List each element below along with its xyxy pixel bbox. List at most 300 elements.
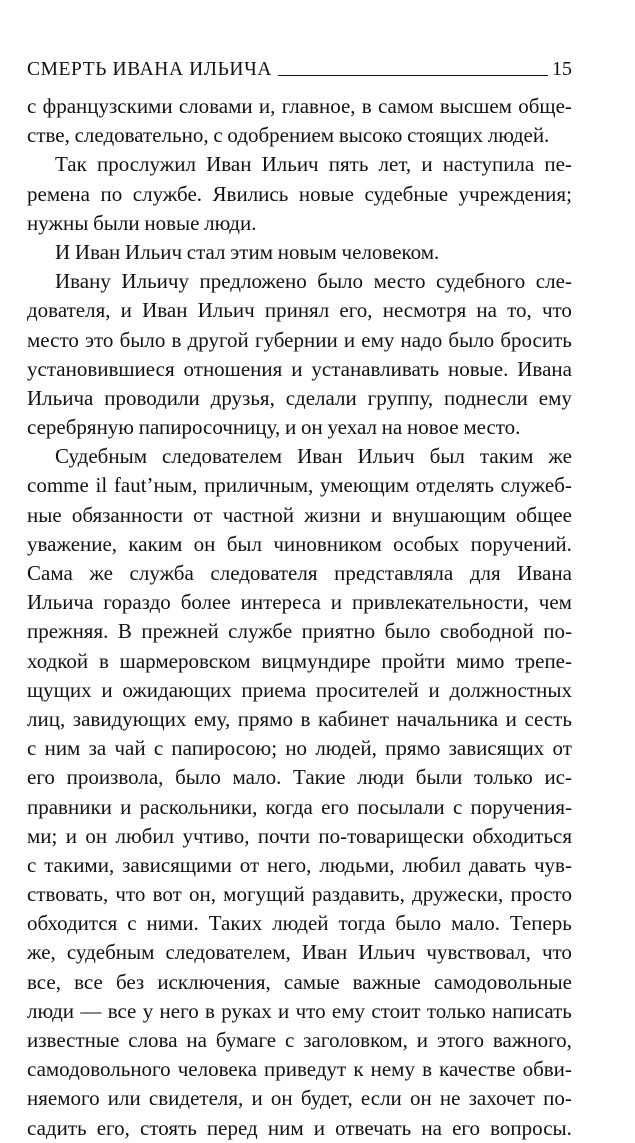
word: по-	[543, 1086, 572, 1111]
word: надо	[400, 327, 443, 352]
word: привлекательности,	[351, 590, 529, 615]
word: для	[469, 561, 501, 585]
word: таким	[479, 444, 534, 469]
word: faut’ным,	[113, 473, 198, 498]
word: и	[65, 823, 77, 848]
word: учтиво,	[182, 823, 250, 848]
word: без	[115, 969, 145, 994]
word: умеющим	[319, 473, 410, 498]
word: садить	[27, 1115, 87, 1140]
word: место	[373, 269, 426, 294]
word: Ивану	[55, 269, 111, 294]
word: он	[193, 531, 216, 556]
word: ные	[27, 502, 62, 527]
word: к	[353, 1057, 364, 1082]
word: ствовать,	[27, 882, 109, 907]
word: произвола,	[66, 765, 164, 790]
word: Ильича	[27, 385, 94, 410]
word: каким	[128, 531, 183, 556]
word: что	[115, 882, 146, 907]
word: с	[153, 736, 164, 761]
word: представляла	[334, 561, 454, 585]
word: обходится	[27, 911, 118, 936]
word: вицмундире	[261, 648, 371, 673]
word: Таких	[208, 911, 263, 936]
word: и	[101, 677, 113, 702]
text-line	[27, 938, 572, 967]
word: особых	[393, 531, 460, 556]
word: любил	[402, 852, 461, 877]
word: и	[505, 706, 517, 731]
word: все	[74, 969, 103, 994]
word: ему	[361, 327, 395, 352]
word: с	[285, 1028, 295, 1052]
word: людей,	[315, 736, 377, 761]
word: же	[89, 561, 113, 585]
text-line	[27, 326, 572, 355]
text-line	[27, 909, 572, 938]
word: принял	[264, 298, 330, 323]
word: в	[361, 94, 372, 118]
word: было	[384, 619, 431, 644]
text-line	[27, 530, 572, 559]
word: если	[360, 1086, 402, 1111]
word: будет,	[300, 1086, 353, 1111]
text-line: И Иван Ильич стал этим новым человеком.	[55, 239, 440, 264]
word: было	[448, 327, 495, 352]
word: прямо	[237, 706, 293, 731]
word: место	[27, 327, 79, 352]
word: ними.	[146, 911, 199, 936]
word: правники	[27, 794, 112, 819]
word: ис-	[544, 765, 572, 790]
word: сделали	[285, 385, 357, 410]
word: раскольники,	[139, 794, 258, 819]
word: он	[270, 1086, 293, 1111]
word: же,	[27, 940, 56, 965]
word: или	[107, 1086, 141, 1111]
word: он	[85, 823, 108, 848]
text-line	[27, 1084, 572, 1113]
word: нему	[370, 1057, 415, 1082]
word: по-	[543, 619, 572, 644]
word: ему	[538, 385, 572, 410]
word: стоит	[371, 998, 421, 1023]
word: на	[476, 298, 497, 323]
word: В	[117, 619, 132, 644]
text-line	[27, 588, 572, 617]
word: самые	[283, 969, 340, 994]
text-line	[27, 1026, 572, 1055]
word: Судебным	[55, 444, 147, 469]
word: в	[171, 327, 182, 352]
word: приема	[241, 677, 307, 702]
word: его,	[96, 1115, 130, 1140]
text-line	[27, 501, 572, 530]
text-line	[27, 384, 572, 413]
word: свободной	[439, 619, 534, 644]
word: Ильичу	[121, 269, 189, 294]
word: с	[27, 736, 37, 761]
word: заголовком,	[303, 1028, 408, 1052]
word: вот	[152, 882, 182, 907]
word: это	[85, 327, 114, 352]
word: людей	[272, 911, 329, 936]
word: Ильича	[27, 590, 94, 615]
word: почти	[257, 823, 310, 848]
word: свидетеля,	[148, 1086, 244, 1111]
word: захочет	[468, 1086, 535, 1111]
word: на	[186, 1028, 207, 1052]
word: и	[330, 590, 343, 615]
word: новые	[298, 181, 354, 206]
word: с	[452, 794, 463, 819]
text-line	[27, 734, 572, 763]
word: служба	[129, 561, 194, 585]
text-line	[27, 1055, 572, 1084]
word: обви-	[522, 1057, 572, 1082]
word: все	[107, 998, 137, 1023]
word: наступила	[442, 152, 535, 177]
word: не	[439, 1086, 461, 1111]
word: и	[343, 327, 356, 352]
word: Иван	[142, 298, 188, 323]
text-line: стве, следовательно, с одобрением высоко стоящих людей.	[27, 123, 550, 148]
word: более	[180, 590, 231, 615]
running-header	[27, 53, 572, 79]
word: от	[552, 736, 572, 761]
word: дружески,	[412, 882, 504, 907]
word: лиц,	[27, 706, 66, 731]
word: ходкой	[27, 648, 89, 673]
word: с	[27, 94, 37, 118]
word: чиновником	[273, 531, 382, 556]
word: просителей	[315, 677, 419, 702]
word: только	[473, 765, 533, 790]
word: человека	[177, 1057, 257, 1082]
word: и	[278, 998, 290, 1023]
word: шармеровском	[119, 648, 251, 673]
word: ему	[331, 998, 366, 1023]
word: Так	[55, 152, 87, 177]
word: его	[452, 1115, 481, 1140]
word: чем	[538, 590, 572, 615]
text-line	[27, 355, 572, 384]
word: Такие	[293, 765, 346, 790]
word: в	[98, 648, 109, 673]
word: от	[193, 502, 213, 527]
word: кабинет	[318, 706, 389, 731]
word: судебного	[436, 269, 526, 294]
word: когда	[265, 794, 313, 819]
word: Ильич	[358, 940, 416, 965]
word: главное,	[281, 94, 356, 118]
word: него	[159, 998, 199, 1023]
word: могущий	[223, 882, 305, 907]
word: то,	[507, 298, 532, 323]
text-line	[27, 763, 572, 792]
word: людьми,	[319, 852, 395, 877]
word: сле-	[535, 269, 572, 294]
word: мало.	[232, 765, 282, 790]
word: устанавливать	[311, 356, 440, 381]
word: Ивана	[517, 356, 572, 381]
word: руках	[221, 998, 272, 1023]
word: и	[120, 794, 132, 819]
word: и	[291, 356, 303, 381]
word: было	[395, 911, 442, 936]
word: частной	[222, 502, 295, 527]
word: и	[421, 152, 433, 177]
word: обходиться	[472, 823, 572, 848]
word: словами	[178, 94, 253, 118]
word: новые.	[448, 356, 509, 381]
word: начальника	[396, 706, 499, 731]
word: все,	[27, 969, 61, 994]
word: учреждения;	[458, 181, 572, 206]
word: его	[321, 794, 350, 819]
word: написать	[492, 998, 572, 1023]
word: зависящими	[122, 852, 232, 877]
word: приятно	[301, 619, 376, 644]
word: Теперь	[509, 911, 572, 936]
word: ему,	[193, 706, 231, 731]
word: другой	[187, 327, 249, 352]
word: Иван	[206, 152, 252, 177]
word: за	[88, 736, 107, 761]
word: исключения,	[157, 969, 271, 994]
word: чувствовал,	[426, 940, 531, 965]
word: вопросы.	[490, 1115, 572, 1140]
word: прежняя.	[27, 619, 109, 644]
word: друзья,	[210, 385, 275, 410]
word: гораздо	[103, 590, 171, 615]
text-line	[27, 180, 572, 209]
word: ним	[267, 1115, 304, 1140]
word: что	[295, 998, 326, 1023]
text-line	[27, 851, 572, 880]
word: французскими	[42, 94, 173, 118]
word: поручений.	[470, 531, 572, 556]
word: пройти	[381, 648, 446, 673]
text-line	[27, 150, 572, 179]
word: посылали	[357, 794, 445, 819]
word: его,	[339, 298, 373, 323]
word: перед	[206, 1115, 258, 1140]
word: люди	[27, 998, 75, 1023]
word: установившиеся	[27, 356, 175, 381]
word: обязанности	[71, 502, 183, 527]
word: были	[415, 765, 463, 790]
word: жизни	[304, 502, 361, 527]
word: отвечать	[335, 1115, 412, 1140]
word: Ильич	[261, 152, 319, 177]
word: щущих	[27, 677, 92, 702]
word: служеб-	[500, 473, 572, 498]
word: по	[100, 181, 123, 206]
word: предложено	[199, 269, 307, 294]
text-line	[27, 997, 572, 1026]
word: раздавить,	[311, 882, 405, 907]
word: он	[409, 1086, 432, 1111]
word: трепе-	[515, 648, 572, 673]
text-line	[27, 822, 572, 851]
word: il	[95, 473, 108, 498]
page-number: 15	[552, 58, 572, 80]
text-line	[27, 647, 572, 676]
word: мимо	[456, 648, 505, 673]
text-line	[27, 705, 572, 734]
word: был	[226, 531, 263, 556]
word: было	[119, 327, 166, 352]
word: в	[300, 706, 311, 731]
word: этого	[436, 1028, 484, 1052]
word: ним	[44, 736, 81, 761]
word: и	[416, 1028, 429, 1052]
text-line	[27, 267, 572, 296]
body-text	[27, 92, 572, 1143]
word: ремена	[27, 181, 90, 206]
word: следователем	[162, 444, 283, 469]
word: приведут	[264, 1057, 347, 1082]
word: качестве	[439, 1057, 516, 1082]
word: няемого	[27, 1086, 100, 1111]
word: пять	[328, 152, 369, 177]
word: с	[127, 911, 137, 936]
text-line	[27, 793, 572, 822]
word: судебным	[66, 940, 155, 965]
word: прежней	[141, 619, 219, 644]
word: же	[548, 444, 572, 469]
word: самодовольного	[27, 1057, 171, 1082]
word: Явились	[212, 181, 289, 206]
text-line	[27, 1114, 572, 1143]
text-line	[27, 471, 572, 500]
word: службе	[228, 619, 293, 644]
word: по-товарищески	[318, 823, 464, 848]
word: службе.	[132, 181, 203, 206]
word: отношения	[183, 356, 283, 381]
word: папиросою;	[171, 736, 278, 761]
text-line: нужны были новые люди.	[27, 210, 257, 235]
word: стоять	[140, 1115, 197, 1140]
word: губернии	[254, 327, 338, 352]
word: comme	[27, 473, 89, 498]
word: с	[27, 852, 37, 877]
word: интереса	[240, 590, 321, 615]
word: было	[175, 765, 221, 790]
text-line	[27, 296, 572, 325]
word: высшем	[439, 94, 512, 118]
word: Ильич	[197, 298, 255, 323]
word: уважение,	[27, 531, 118, 556]
word: чай	[114, 736, 146, 761]
word: прямо	[385, 736, 441, 761]
word: мало.	[451, 911, 500, 936]
word: что	[541, 940, 572, 965]
word: просто	[510, 882, 572, 907]
word: был	[429, 444, 465, 469]
word: и	[370, 502, 383, 527]
word: должностных	[449, 677, 572, 702]
word: пе-	[544, 152, 572, 177]
word: ожидающих	[122, 677, 232, 702]
word: общее	[515, 502, 572, 527]
word: любил	[115, 823, 175, 848]
word: следователем,	[165, 940, 291, 965]
word: несмотря	[382, 298, 467, 323]
word: Ильич	[357, 444, 415, 469]
word: поднесли	[443, 385, 528, 410]
word: такими,	[44, 852, 115, 877]
word: отделять	[415, 473, 494, 498]
word: важного,	[492, 1028, 572, 1052]
word: бросить	[500, 327, 572, 352]
text-line	[27, 968, 572, 997]
word: его	[27, 765, 55, 790]
running-title: СМЕРТЬ ИВАНА ИЛЬИЧА	[27, 58, 273, 80]
word: —	[80, 998, 102, 1023]
word: на	[421, 1115, 442, 1140]
header-rule	[278, 75, 548, 76]
word: зависящих	[448, 736, 545, 761]
word: и	[251, 1086, 263, 1111]
word: было	[317, 269, 364, 294]
word: важные	[352, 969, 421, 994]
word: судебные	[364, 181, 449, 206]
word: и	[313, 1115, 326, 1140]
word: и	[428, 677, 440, 702]
word: в	[422, 1057, 432, 1082]
word: самом	[377, 94, 434, 118]
word: завидующих	[72, 706, 187, 731]
word: в	[205, 998, 215, 1023]
word: лет,	[378, 152, 412, 177]
word: и,	[258, 94, 276, 118]
word: него,	[267, 852, 312, 877]
word: приличным,	[204, 473, 314, 498]
word: внушающим	[392, 502, 506, 527]
word: чув-	[533, 852, 572, 877]
text-line	[27, 676, 572, 705]
word: слова	[128, 1028, 178, 1052]
word: дователя,	[27, 298, 111, 323]
word: тогда	[338, 911, 386, 936]
word: Сама	[27, 561, 73, 585]
word: от	[239, 852, 260, 877]
word: но	[285, 736, 308, 761]
word: прослужил	[96, 152, 196, 177]
text-line	[27, 559, 572, 588]
text-line	[27, 617, 572, 646]
word: проводили	[104, 385, 200, 410]
text-line	[27, 92, 572, 121]
word: поручения-	[470, 794, 572, 819]
word: Иван	[301, 940, 348, 965]
word: Иван	[297, 444, 343, 469]
word: бумаге	[215, 1028, 277, 1052]
text-line	[27, 880, 572, 909]
word: только	[426, 998, 486, 1023]
word: у	[142, 998, 154, 1023]
word: обще-	[518, 94, 572, 118]
word: известные	[27, 1028, 120, 1052]
word: самодовольные	[433, 969, 572, 994]
word: давать	[468, 852, 527, 877]
word: ми;	[27, 823, 58, 848]
word: следователя	[210, 561, 318, 585]
word: Ивана	[517, 561, 572, 585]
